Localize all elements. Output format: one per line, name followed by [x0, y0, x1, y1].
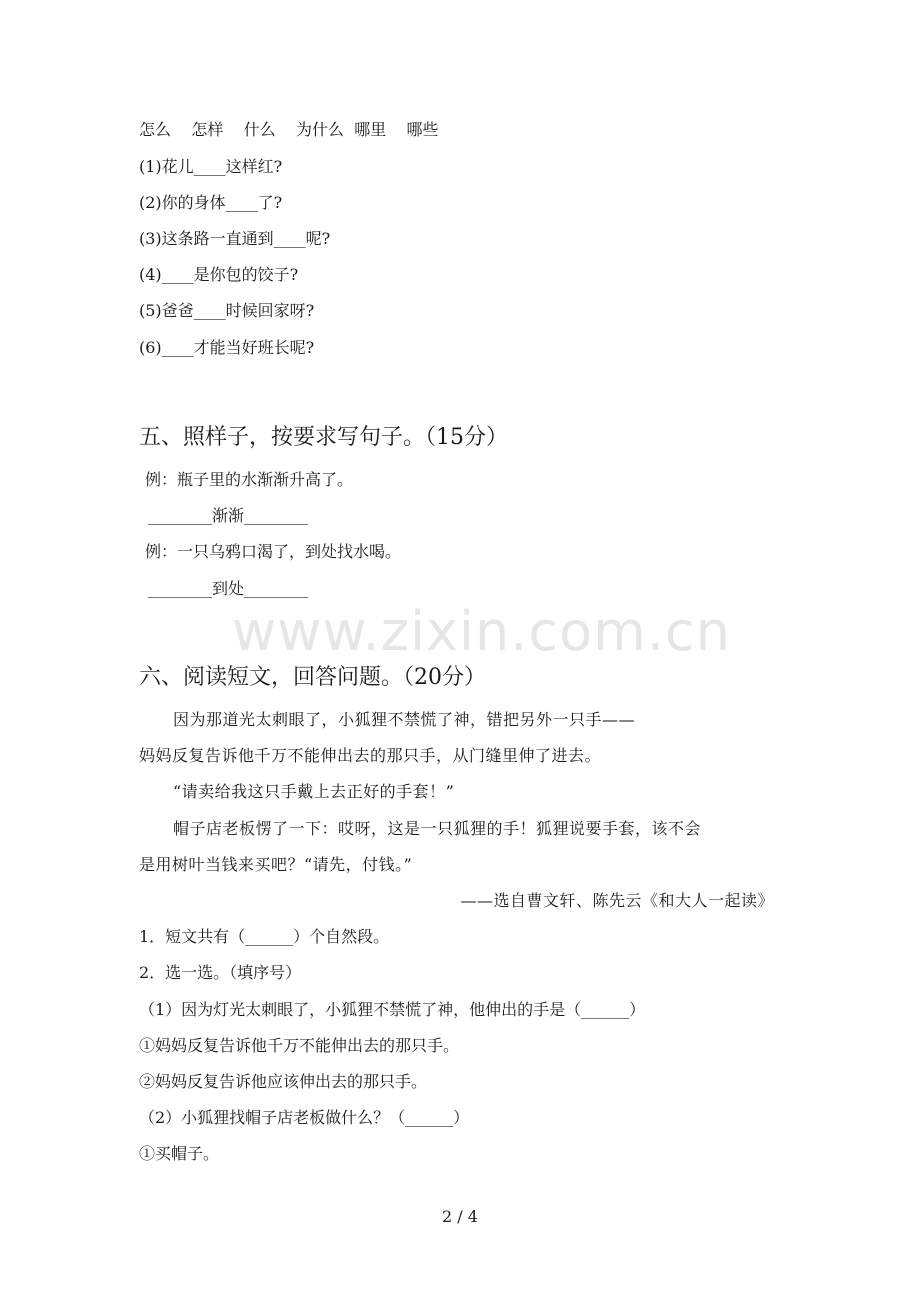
section5-example2: 例：一只乌鸦口渴了，到处找水喝。	[145, 542, 402, 561]
option-2-1-b: ②妈妈反复告诉他应该伸出去的那只手。	[139, 1072, 428, 1091]
question-2: 2．选一选。（填序号）	[139, 963, 302, 982]
watermark: www.zixin.com.cn	[232, 600, 731, 663]
question-1: 1．短文共有（______）个自然段。	[139, 927, 390, 946]
section5-heading: 五、照样子，按要求写句子。（15分）	[139, 425, 508, 450]
fill-item-5: (5)爸爸____时候回家呀?	[139, 301, 315, 320]
passage-line-2: 妈妈反复告诉他千万不能伸出去的那只手，从门缝里伸了进去。	[139, 746, 602, 765]
question-2-2: （2）小狐狸找帽子店老板做什么？（______）	[139, 1108, 470, 1127]
fill-item-2: (2)你的身体____了?	[139, 193, 283, 212]
section6-heading: 六、阅读短文，回答问题。（20分）	[139, 665, 486, 690]
fill-item-1: (1)花儿____这样红?	[139, 157, 283, 176]
fill-item-4: (4)____是你包的饺子?	[139, 265, 299, 284]
passage-line-1: 因为那道光太刺眼了，小狐狸不禁慌了神，错把另外一只手——	[173, 710, 636, 729]
passage-line-4: 帽子店老板愣了一下：哎呀，这是一只狐狸的手！狐狸说要手套，该不会	[173, 819, 702, 838]
passage-source: ——选自曹文轩、陈先云《和大人一起读》	[460, 891, 774, 910]
passage-line-5: 是用树叶当钱来买吧？“请先，付钱。”	[139, 855, 413, 874]
option-2-1-a: ①妈妈反复告诉他千万不能伸出去的那只手。	[139, 1036, 460, 1055]
section5-example1: 例：瓶子里的水渐渐升高了。	[145, 470, 354, 489]
page-number: 2 / 4	[442, 1207, 478, 1226]
question-2-1: （1）因为灯光太刺眼了，小狐狸不禁慌了神，他伸出的手是（______）	[139, 1000, 646, 1019]
section5-blank2: ________到处________	[148, 579, 309, 598]
word-bank: 怎么 怎样 什么 为什么 哪里 哪些	[139, 120, 439, 139]
fill-item-3: (3)这条路一直通到____呢?	[139, 229, 331, 248]
fill-item-6: (6)____才能当好班长呢?	[139, 338, 315, 357]
section5-blank1: ________渐渐________	[148, 506, 309, 525]
passage-line-3: “请卖给我这只手戴上去正好的手套！”	[173, 782, 455, 801]
option-2-2-a: ①买帽子。	[139, 1144, 220, 1163]
